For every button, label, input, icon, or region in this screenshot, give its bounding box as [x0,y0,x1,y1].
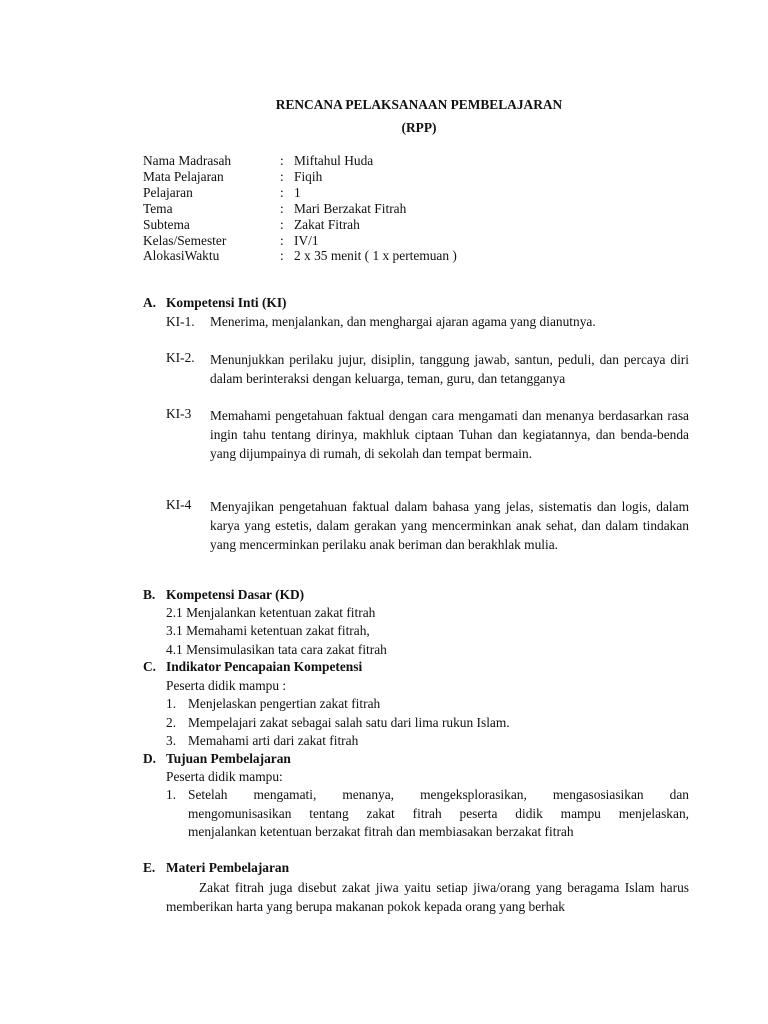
info-value: Zakat Fitrah [294,217,360,232]
section-title: Indikator Pencapaian Kompetensi [166,659,363,674]
info-value: Miftahul Huda [294,153,374,168]
info-colon: : [280,201,284,216]
list-item: Mempelajari zakat sebagai salah satu dari lima rukun Islam. [188,715,510,730]
list-number: 2. [166,715,177,730]
list-number: 3. [166,733,177,748]
ki-text: Menunjukkan perilaku jujur, disiplin, tanggung jawab, santun, peduli, dan percaya diri dalam berinteraksi dengan keluarga, teman, guru, dan tetangganya [210,352,689,386]
section-letter: E. [143,860,156,875]
info-label: Pelajaran [143,185,193,200]
list-item-line: mengomunisasikan tentang zakat fitrah peserta didik mampu menjelaskan, [188,806,689,821]
materi-paragraph: Zakat fitrah juga disebut zakat jiwa yaitu setiap jiwa/orang yang beragama Islam harus memberikan harta yang berupa makanan pokok kepada orang yang berhak [166,880,689,914]
info-label: Nama Madrasah [143,153,232,168]
kd-item: 2.1 Menjalankan ketentuan zakat fitrah [166,605,376,620]
section-letter: D. [143,751,157,766]
ki-text: Memahami pengetahuan faktual dengan cara mengamati dan menanya berdasarkan rasa ingin tahu tentang dirinya, makhluk ciptaan Tuhan dan kegiatannya, dan benda-benda yang dijumpainya di rumah, di sekolah dan tempat bermain. [210,408,689,461]
info-colon: : [280,153,284,168]
section-title: Tujuan Pembelajaran [166,751,291,766]
info-label: Tema [143,201,173,216]
info-label: Subtema [143,217,190,232]
list-item-line: Setelah mengamati, menanya, mengeksplorasikan, mengasosiasikan dan [188,787,689,802]
section-letter: B. [143,587,156,602]
list-item-line: menjalankan ketentuan berzakat fitrah dan membiasakan berzakat fitrah [188,824,574,839]
list-item: Memahami arti dari zakat fitrah [188,733,359,748]
info-colon: : [280,248,284,263]
info-label: AlokasiWaktu [143,248,220,263]
ki-code: KI-2. [166,350,195,365]
list-item: Menjelaskan pengertian zakat fitrah [188,696,381,711]
section-title: Kompetensi Dasar (KD) [166,587,305,602]
info-colon: : [280,233,284,248]
section-title: Kompetensi Inti (KI) [166,295,287,310]
section-letter: A. [143,295,157,310]
ki-text: Menerima, menjalankan, dan menghargai ajaran agama yang dianutnya. [210,314,596,329]
info-value: Fiqih [294,169,323,184]
info-label: Kelas/Semester [143,233,227,248]
list-number: 1. [166,787,177,802]
list-number: 1. [166,696,177,711]
ki-code: KI-3 [166,406,192,421]
section-intro: Peserta didik mampu: [166,769,283,784]
section-letter: C. [143,659,157,674]
info-colon: : [280,185,284,200]
kd-item: 4.1 Mensimulasikan tata cara zakat fitrah [166,642,387,657]
info-colon: : [280,217,284,232]
ki-code: KI-1. [166,314,195,329]
document-title: RENCANA PELAKSANAAN PEMBELAJARAN [275,97,563,112]
ki-code: KI-4 [166,497,192,512]
kd-item: 3.1 Memahami ketentuan zakat fitrah, [166,623,370,638]
document-subtitle: (RPP) [401,120,437,135]
info-value: 2 x 35 menit ( 1 x pertemuan ) [294,248,457,263]
info-value: Mari Berzakat Fitrah [294,201,407,216]
ki-text: Menyajikan pengetahuan faktual dalam bahasa yang jelas, sistematis dan logis, dalam karya yang estetis, dalam gerakan yang mencerminkan anak sehat, dan dalam tindakan yang mencerminkan perilaku anak beriman dan berakhlak mulia. [210,499,689,552]
section-intro: Peserta didik mampu : [166,678,287,693]
section-title: Materi Pembelajaran [166,860,290,875]
info-label: Mata Pelajaran [143,169,224,184]
info-colon: : [280,169,284,184]
info-value: IV/1 [294,233,319,248]
info-value: 1 [294,185,301,200]
